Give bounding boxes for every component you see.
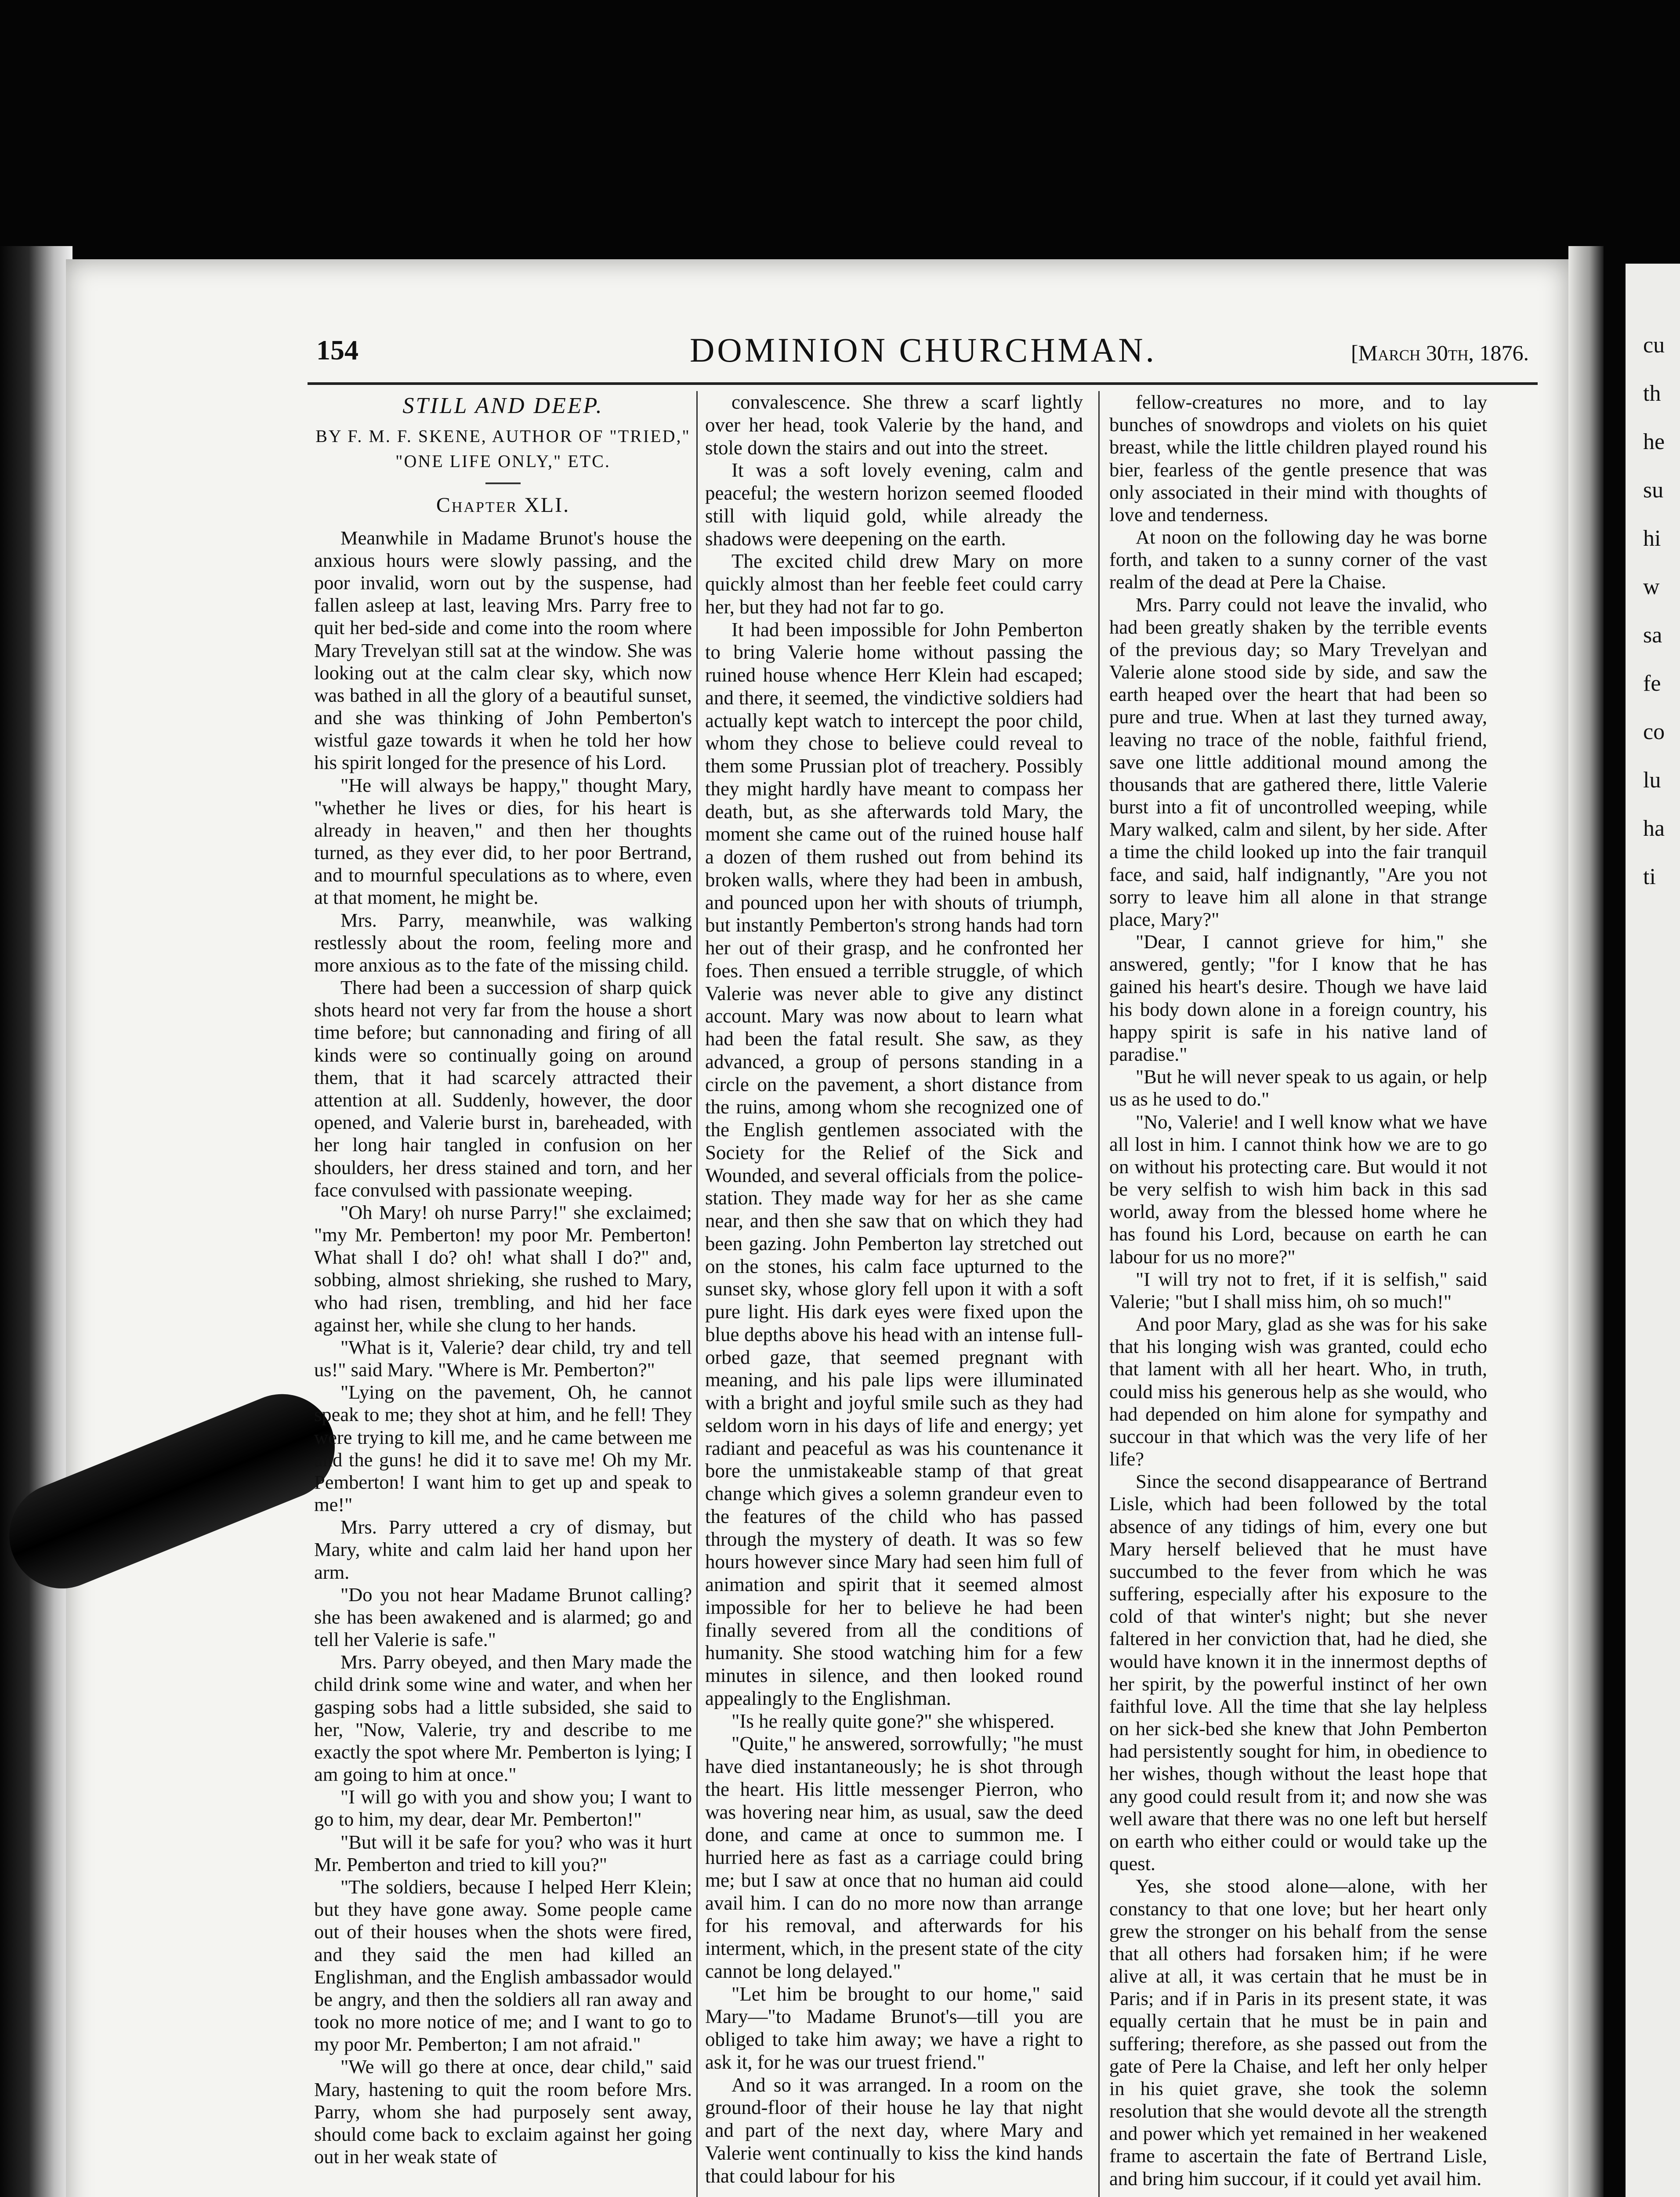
- paragraph: And poor Mary, glad as she was for his sake that his longing wish was granted, could echo that lament with all her heart. Who, in truth, could miss his generous help as she would, who had depended on him alone for sympathy and succour in that which was the very life of her life?: [1109, 1313, 1487, 1470]
- publication-title: DOMINION CHURCHMAN.: [690, 331, 1157, 369]
- paragraph: "Is he really quite gone?" she whispered.: [731, 1710, 1055, 1732]
- column-1: [314, 391, 692, 2168]
- next-page-fragment: th: [1643, 381, 1661, 406]
- paragraph: At noon on the following day he was borne forth, and taken to a sunny corner of the vast realm of the dead at Pere la Chaise.: [1109, 526, 1487, 593]
- paragraph: "But he will never speak to us again, or help us as he used to do.": [1109, 1066, 1487, 1110]
- next-page-fragment: su: [1643, 478, 1664, 503]
- column-3-body: [1109, 391, 1487, 2190]
- paragraph: "The soldiers, because I helped Herr Klein; but they have gone away. Some people came out of their houses when the shots were fired, and they said the men had killed an Englishman, and the English ambassador would be angry, and then the soldiers all ran away and took no more notice of me; and I want to go to my poor Mr. Pemberton; I am not afraid.": [314, 1876, 692, 2056]
- page-number: 154: [316, 334, 358, 366]
- paragraph: And so it was arranged. In a room on the ground-floor of their house he lay that night and part of the next day, where Mary and Valerie went continually to kiss the kind hands that could labour for his: [705, 2074, 1083, 2187]
- paragraph: Meanwhile in Madame Brunot's house the anxious hours were slowly passing, and the poor invalid, worn out by the suspense, had fallen asleep at last, leaving Mrs. Parry free to quit her bed-side and come into the room where Mary Trevelyan still sat at the window. She was looking out at the calm clear sky, which now was bathed in all the glory of a beautiful sunset, and she was thinking of John Pemberton's wistful gaze towards it when he told her how his spirit longed for the presence of his Lord.: [314, 526, 692, 774]
- paragraph: "Do you not hear Madame Brunot calling? she has been awakened and is alarmed; go and tell her Valerie is safe.": [314, 1583, 692, 1651]
- column-divider: [1098, 391, 1100, 2197]
- paragraph: "Lying on the pavement, Oh, he cannot speak to me; they shot at him, and he fell! They were trying to kill me, and he came between me and the guns! he did it to save me! Oh my Mr. Pemberton! I want him to get up and speak to me!": [314, 1381, 692, 1516]
- next-page-fragment: w: [1643, 574, 1660, 599]
- paragraph: "He will always be happy," thought Mary, "whether he lives or dies, for his heart is already in heaven," and then her thoughts turned, as they ever did, to her poor Bertrand, and to mournful speculations as to where, even at that moment, he might be.: [314, 774, 692, 909]
- page-fold-shadow: [1568, 246, 1604, 2197]
- title-rule: [485, 482, 521, 484]
- next-page-fragment: cu: [1643, 333, 1665, 358]
- column-2-body: [705, 391, 1083, 2187]
- paragraph: "No, Valerie! and I well know what we have all lost in him. I cannot think how we are to go on without his protecting care. But would it not be very selfish to wish him back in this sad world, away from the blessed home where he has found his Lord, because on earth he can labour for us no more?": [1109, 1110, 1487, 1268]
- page-header: [246, 325, 1529, 378]
- paragraph: Yes, she stood alone—alone, with her constancy to that one love; but her heart only grew the stronger on his behalf from the sense that all others had forsaken him; if he were alive at all, it was certain that he must be in Paris; and if in Paris in its present state, it was equally certain that he must be in pain and suffering; therefore, as she passed out from the gate of Pere la Chaise, and left her only helper in his quiet grave, she took the solemn resolution that she would devote all the strength and power which yet remained in her weakened frame to ascertain the fate of Bertrand Lisle, and bring him succour, if it could yet avail him.: [1109, 1875, 1487, 2190]
- next-page-fragment: ha: [1643, 816, 1665, 841]
- column-3: [1109, 391, 1487, 2190]
- paragraph: Mrs. Parry could not leave the invalid, who had been greatly shaken by the terrible events of the previous day; so Mary Trevelyan and Valerie alone stood side by side, and saw the earth heaped over the heart that had been so pure and true. When at last they turned away, leaving no trace of the noble, faithful friend, save one little additional mound among the thousands that are gathered there, little Valerie burst into a fit of uncontrolled weeping, while Mary walked, calm and silent, by her side. After a time the child looked up into the fair tranquil face, and said, half indignantly, "Are you not sorry to leave him all alone in that strange place, Mary?": [1109, 593, 1487, 930]
- next-page-fragment: fe: [1643, 671, 1661, 696]
- next-page-fragment: ti: [1643, 864, 1656, 889]
- next-page-fragment: he: [1643, 429, 1665, 454]
- paragraph: "What is it, Valerie? dear child, try and tell us!" said Mary. "Where is Mr. Pemberton?": [314, 1336, 692, 1381]
- paragraph: Mrs. Parry obeyed, and then Mary made the child drink some wine and water, and when her gasping sobs had a little subsided, she said to her, "Now, Valerie, try and describe to me exactly the spot where Mr. Pemberton is lying; I am going to him at once.": [314, 1651, 692, 1786]
- next-page-fragment: hi: [1643, 526, 1661, 551]
- story-byline: BY F. M. F. SKENE, AUTHOR OF "TRIED,": [315, 426, 691, 446]
- paragraph: convalescence. She threw a scarf lightly over her head, took Valerie by the hand, and stole down the stairs and out into the street.: [705, 391, 1083, 459]
- paragraph: Mrs. Parry, meanwhile, was walking restlessly about the room, feeling more and more anxious as to the fate of the missing child.: [314, 909, 692, 976]
- column-1-body: [314, 527, 692, 2168]
- chapter-heading: Chapter XLI.: [436, 493, 570, 517]
- next-page-fragment: sa: [1643, 623, 1662, 648]
- next-page-fragment: co: [1643, 719, 1665, 744]
- paragraph: "Dear, I cannot grieve for him," she answered, gently; "for I know that he has gained his heart's desire. Though we have laid his body down alone in a foreign country, his happy spirit is safe in his native land of paradise.": [1109, 931, 1487, 1065]
- paragraph: "We will go there at once, dear child," said Mary, hastening to quit the room before Mrs. Parry, whom she had purposely sent away, should come back to exclaim against her going out in her weak state of: [314, 2056, 692, 2168]
- paragraph: "I will try not to fret, if it is selfish," said Valerie; "but I shall miss him, oh so much!": [1109, 1268, 1487, 1312]
- header-rule: [308, 382, 1538, 385]
- issue-date: [March 30th, 1876.: [1351, 341, 1529, 365]
- next-page-edge: [1626, 264, 1680, 2197]
- story-title: STILL AND DEEP.: [402, 393, 604, 418]
- paragraph: "But will it be safe for you? who was it hurt Mr. Pemberton and tried to kill you?": [314, 1831, 692, 1875]
- book-spine-shadow: [0, 246, 72, 2197]
- column-2: [705, 391, 1083, 2187]
- paragraph: "Let him be brought to our home," said Mary—"to Madame Brunot's—till you are obliged to take him away; we have a right to ask it, for he was our truest friend.": [705, 1983, 1083, 2073]
- column-divider: [696, 391, 698, 2197]
- paragraph: fellow-creatures no more, and to lay bunches of snowdrops and violets on his quiet breast, while the little children played round his bier, fearless of the gentle presence that was only associated in their mind with thoughts of love and tenderness.: [1109, 391, 1487, 526]
- story-byline-continued: "ONE LIFE ONLY," ETC.: [395, 451, 611, 471]
- paragraph: Mrs. Parry uttered a cry of dismay, but Mary, white and calm laid her hand upon her arm.: [314, 1516, 692, 1583]
- paragraph: "I will go with you and show you; I want to go to him, my dear, dear Mr. Pemberton!": [314, 1786, 692, 1831]
- paragraph: "Oh Mary! oh nurse Parry!" she exclaimed; "my Mr. Pemberton! my poor Mr. Pemberton! What shall I do? oh! what shall I do?" and, sobbing, almost shrieking, she rushed to Mary, who had risen, trembling, and hid her face against her, while she clung to her hands.: [314, 1201, 692, 1336]
- paragraph: There had been a succession of sharp quick shots heard not very far from the house a short time before; but cannonading and firing of all kinds were so continually going on around them, that it had scarcely attracted their attention at all. Suddenly, however, the door opened, and Valerie burst in, bareheaded, with her long hair tangled in confusion on her shoulders, her dress stained and torn, and her face convulsed with passionate weeping.: [314, 976, 692, 1201]
- paragraph: It had been impossible for John Pemberton to bring Valerie home without passing the ruined house whence Herr Klein had escaped; and there, it seemed, the vindictive soldiers had actually kept watch to intercept the poor child, whom they chose to believe could reveal to them some Prussian plot of treachery. Possibly they might hardly have meant to compass her death, but, as she afterwards told Mary, the moment she came out of the ruined house half a dozen of them rushed out from behind its broken walls, where they had been in ambush, and pounced upon her with shouts of triumph, but instantly Pemberton's strong hands had torn her out of their grasp, and he confronted her foes. Then ensued a terrible struggle, of which Valerie was never able to give any distinct account. Mary was now about to learn what had been the fatal result. She saw, as they advanced, a group of persons standing in a circle on the pavement, a short distance from the ruins, among whom she recognized one of the English gentlemen associated with the Society for the Relief of the Sick and Wounded, and several officials from the police-station. They made way for her as she came near, and then she saw that on which they had been gazing. John Pemberton lay stretched out on the stones, his calm face upturned to the sunset sky, whose glory fell upon it with a soft pure light. His dark eyes were fixed upon the blue depths above his head with an intense full-orbed gaze, that seemed pregnant with meaning, and his pale lips were illuminated with a bright and joyful smile such as they had seldom worn in his days of life and energy; yet radiant and peaceful as was his countenance it bore the unmistakeable stamp of that great change which gives a solemn grandeur even to the features of the child who has passed through the mystery of death. It was so few hours however since Mary had seen him full of animation and spirit that it seemed almost impossible for her to believe he had been finally severed from all the conditions of humanity. She stood watching him for a few minutes in silence, and then looked round appealingly to the Englishman.: [705, 618, 1083, 1709]
- paragraph: "Quite," he answered, sorrowfully; "he must have died instantaneously; he is shot through the heart. His little messenger Pierron, who was hovering near him, as usual, saw the deed done, and came at once to summon me. I hurried here as fast as a carriage could bring me; but I saw at once that no human aid could avail him. I can do no more now than arrange for his removal, and afterwards for his interment, which, in the present state of the city cannot be long delayed.": [705, 1733, 1083, 1982]
- paragraph: The excited child drew Mary on more quickly almost than her feeble feet could carry her, but they had not far to go.: [705, 550, 1083, 618]
- paragraph: It was a soft lovely evening, calm and peaceful; the western horizon seemed flooded still with liquid gold, while already the shadows were deepening on the earth.: [705, 459, 1083, 550]
- paragraph: Since the second disappearance of Bertrand Lisle, which had been followed by the total absence of any tidings of him, every one but Mary herself believed that he must have succumbed to the fever from which he was suffering, especially after his exposure to the cold of that winter's night; but she never faltered in her conviction that, had he died, she would have known it in the innermost depths of her spirit, by the powerful instinct of her own faithful love. All the time that she lay helpless on her sick-bed she knew that John Pemberton had persistently sought for him, in obedience to her wishes, though without the least hope that any good could result from it; and now she was well aware that there was no one left but herself on earth who either could or would take up the quest.: [1109, 1470, 1487, 1875]
- next-page-fragment: lu: [1643, 768, 1661, 793]
